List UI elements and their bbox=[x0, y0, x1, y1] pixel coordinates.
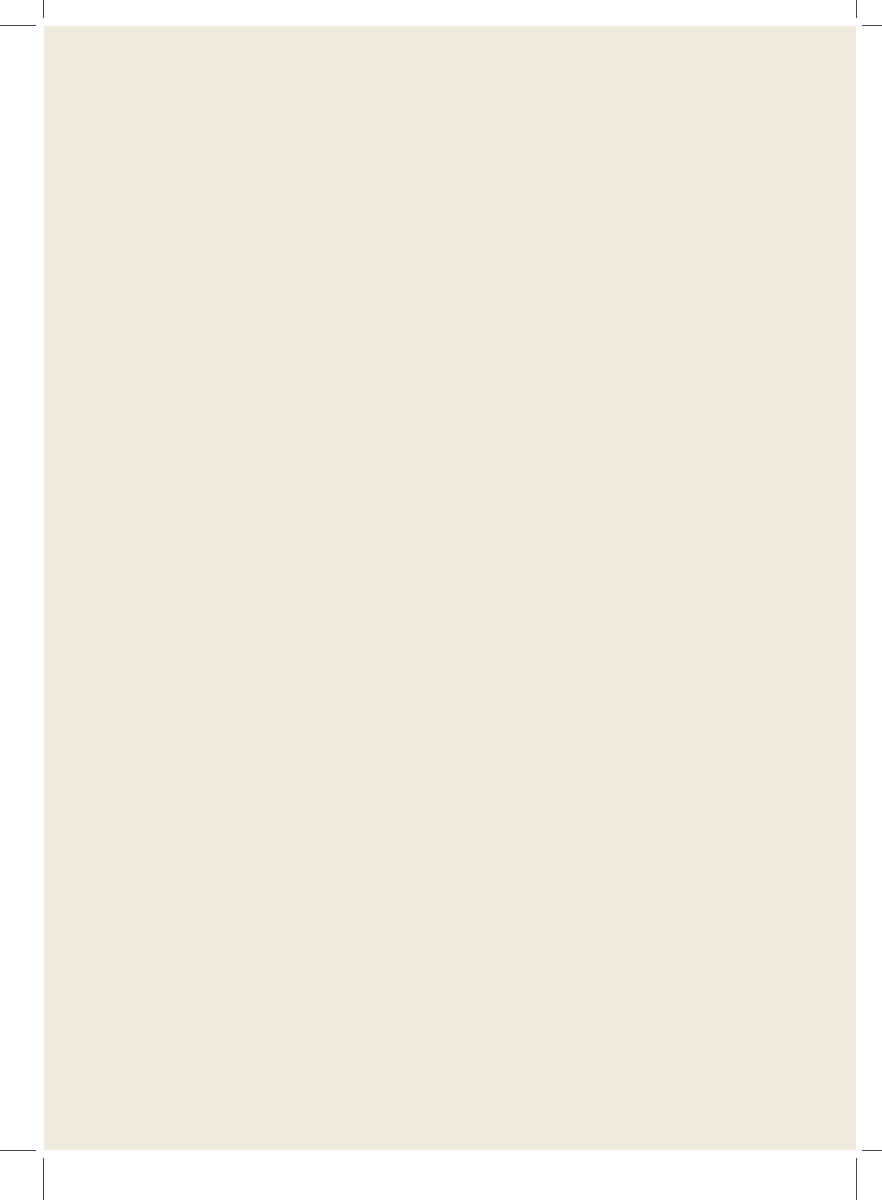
crop-mark bbox=[856, 1158, 857, 1200]
crop-mark bbox=[862, 25, 882, 26]
letters-decoration-top bbox=[44, 26, 856, 226]
crop-mark bbox=[43, 0, 44, 18]
crop-mark bbox=[856, 0, 857, 18]
crop-mark bbox=[43, 1158, 44, 1200]
crop-mark bbox=[862, 1150, 882, 1151]
program-page bbox=[44, 26, 856, 1150]
crop-mark bbox=[0, 1150, 36, 1151]
crop-mark bbox=[0, 25, 36, 26]
letters-decoration-bottom bbox=[44, 1054, 856, 1150]
